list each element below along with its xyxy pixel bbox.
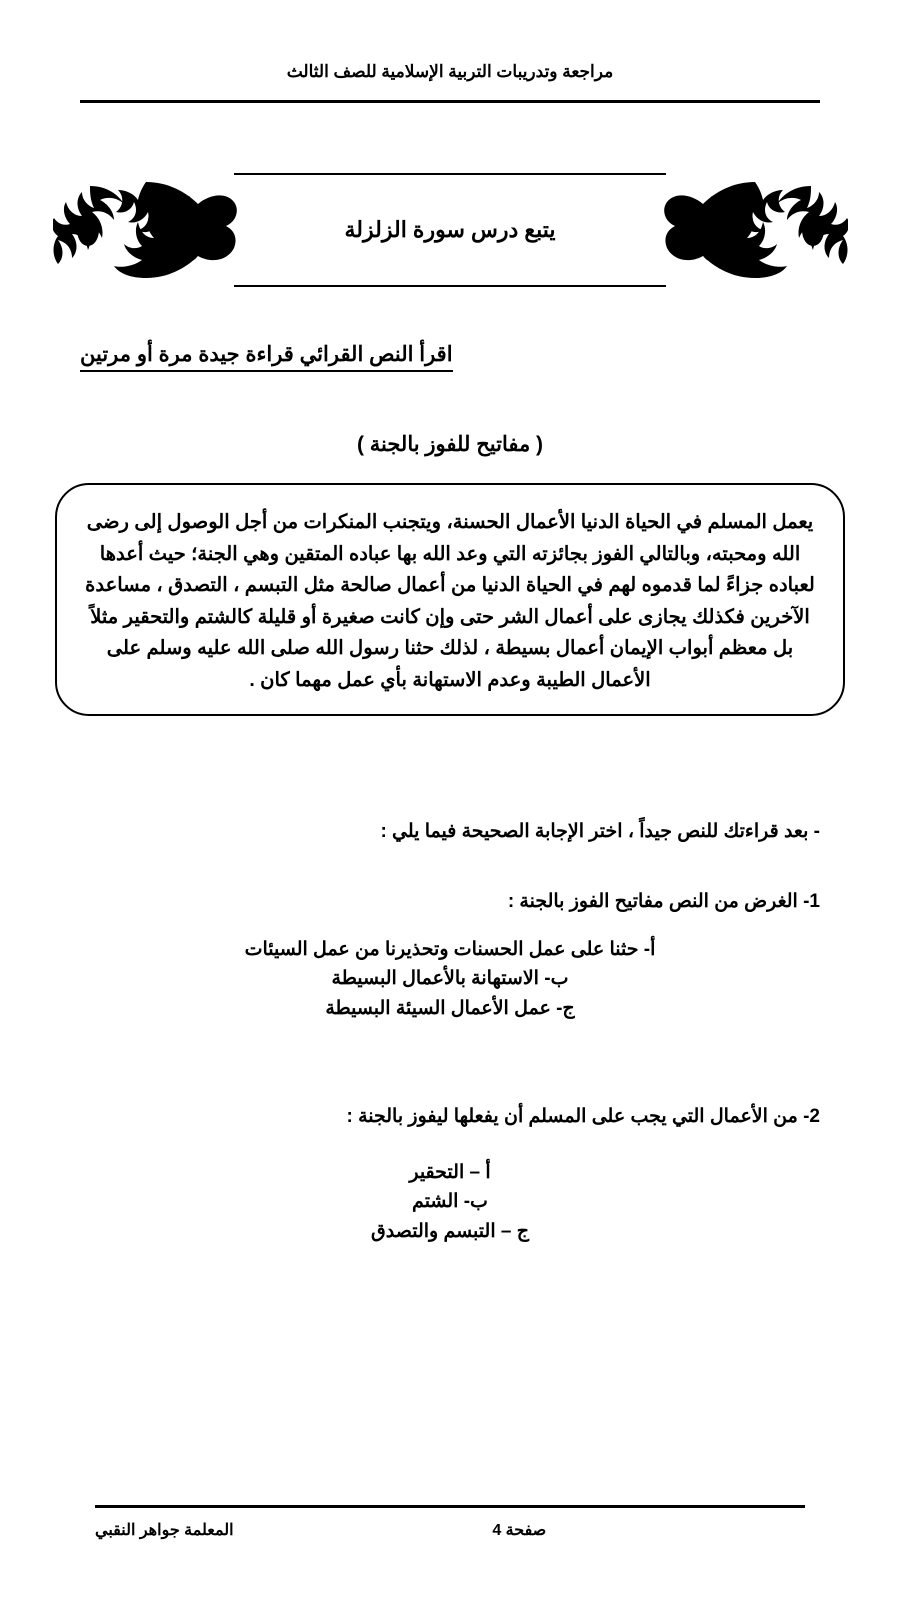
lesson-title-band [50, 170, 850, 290]
page-footer [95, 1505, 805, 1540]
question-2 [80, 1105, 820, 1246]
arabesque-ornament-icon-left [50, 175, 240, 285]
question-2-option-b[interactable]: ب- الشتم [412, 1191, 488, 1213]
question-2-option-c[interactable]: ج – التبسم والتصدق [371, 1220, 529, 1242]
reading-passage-box [55, 483, 845, 716]
question-1 [80, 890, 820, 1023]
question-1-option-a[interactable]: أ- حثنا على عمل الحسنات وتحذيرنا من عمل السيئات [244, 939, 656, 960]
question-2-stem: 2- من الأعمال التي يجب على المسلم أن يفعلها ليفوز بالجنة : [346, 1106, 820, 1127]
question-1-options [80, 935, 820, 1023]
lesson-title-box [234, 173, 666, 287]
reading-passage-text: يعمل المسلم في الحياة الدنيا الأعمال الحسنة، ويتجنب المنكرات من أجل الوصول إلى رضى الله ومحبته، وبالتالي الفوز بجائزته التي وعد الله بها عباده المتقين وهي الجنة؛ حيث أعدها لعباده جزاءً لما قدموه لهم في الحياة الدنيا من أعمال صالحة مثل التبسم ، التصدق ، مساعدة الآخرين فكذلك يجازى على أعمال الشر حتى وإن كانت صغيرة أو قليلة كالشتم والتحقير مثلاً بل معظم أبواب الإيمان أعمال بسيطة ، لذلك حثنا رسول الله صلى الله عليه وسلم على الأعمال الطيبة وعدم الاستهانة بأي عمل مهما كان . [85, 511, 815, 691]
passage-subtitle [80, 432, 820, 457]
footer-row [95, 1520, 805, 1540]
reading-instruction-text: اقرأ النص القرائي قراءة جيدة مرة أو مرتين [80, 342, 453, 372]
reading-instruction [80, 342, 820, 372]
footer-divider [95, 1505, 805, 1508]
question-2-option-a[interactable]: أ – التحقير [409, 1162, 491, 1183]
lesson-title: يتبع درس سورة الزلزلة [344, 217, 556, 242]
page-header [80, 60, 820, 103]
footer-teacher-name: المعلمة جواهر النقبي [95, 1522, 234, 1539]
question-1-stem: 1- الغرض من النص مفاتيح الفوز بالجنة : [507, 891, 820, 912]
header-divider [80, 100, 820, 103]
questions-intro: - بعد قراءتك للنص جيداً ، اختر الإجابة الصحيحة فيما يلي : [380, 821, 820, 842]
question-1-option-c[interactable]: ج- عمل الأعمال السيئة البسيطة [325, 997, 575, 1019]
header-title: مراجعة وتدريبات التربية الإسلامية للصف الثالث [286, 62, 614, 81]
arabesque-ornament-icon-right [660, 175, 850, 285]
passage-subtitle-text: ( مفاتيح للفوز بالجنة ) [356, 433, 544, 456]
question-2-options [80, 1158, 820, 1246]
question-1-option-b[interactable]: ب- الاستهانة بالأعمال البسيطة [331, 968, 569, 990]
footer-page-number: صفحة 4 [492, 1522, 547, 1539]
